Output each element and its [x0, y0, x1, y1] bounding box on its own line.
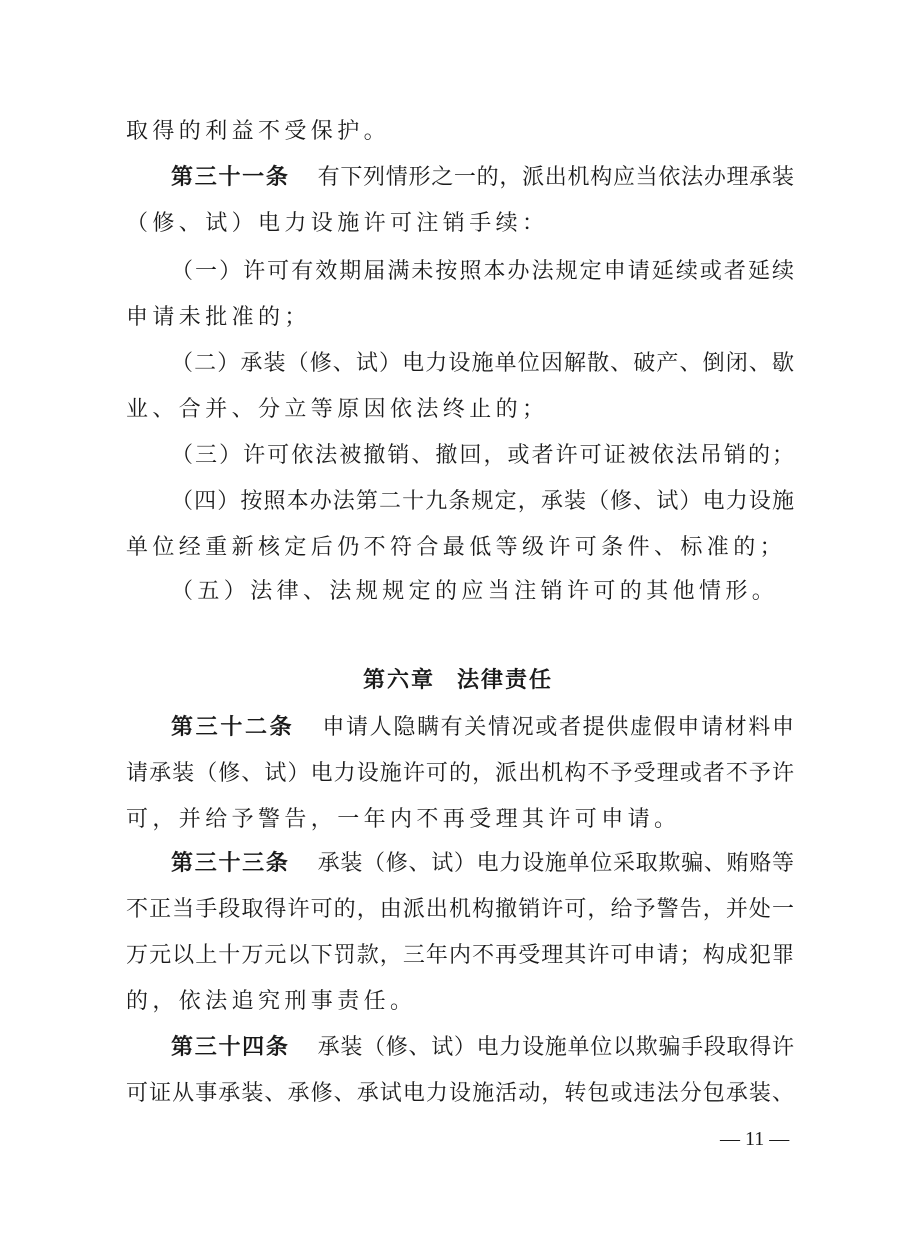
text-line: 的，依法追究刑事责任。	[126, 989, 417, 1014]
article-number: 第三十三条	[171, 851, 290, 876]
text-line: 业、合并、分立等原因依法终止的；	[126, 397, 549, 422]
text-line: （一）许可有效期届满未按照本办法规定申请延续或者延续	[171, 259, 794, 284]
text-line: （三）许可依法被撤销、撤回，或者许可证被依法吊销的；	[171, 443, 794, 468]
text-line: 请承装（修、试）电力设施许可的，派出机构不予受理或者不予许	[126, 761, 794, 786]
chapter-title: 法律责任	[457, 668, 554, 693]
text-line: 申请人隐瞒有关情况或者提供虚假申请材料申	[322, 715, 794, 740]
article-number: 第三十一条	[171, 165, 290, 190]
chapter-number: 第六章	[362, 668, 435, 693]
text-line: 承装（修、试）电力设施单位采取欺骗、贿赂等	[317, 851, 794, 876]
chapter-heading	[0, 666, 916, 696]
text-line: 可证从事承装、承修、承试电力设施活动，转包或违法分包承装、	[126, 1081, 794, 1106]
text-line: 取得的利益不受保护。	[126, 119, 391, 144]
text-line: （二）承装（修、试）电力设施单位因解散、破产、倒闭、歇	[171, 351, 794, 376]
text-line: 承装（修、试）电力设施单位以欺骗手段取得许	[317, 1035, 794, 1060]
text-line: 有下列情形之一的，派出机构应当依法办理承装	[317, 165, 794, 190]
text-line: 申请未批准的；	[126, 305, 311, 330]
text-line: （修、试）电力设施许可注销手续：	[126, 211, 549, 236]
page-number: — 11 —	[720, 1128, 790, 1150]
text-line: 不正当手段取得许可的，由派出机构撤销许可，给予警告，并处一	[126, 897, 794, 922]
article-31-first-line	[171, 163, 794, 193]
article-33-first-line	[171, 849, 794, 879]
article-34-first-line	[171, 1033, 794, 1063]
text-line: （五）法律、法规规定的应当注销许可的其他情形。	[171, 579, 779, 604]
text-line: 万元以上十万元以下罚款，三年内不再受理其许可申请；构成犯罪	[126, 943, 794, 968]
text-line: 可，并给予警告，一年内不再受理其许可申请。	[126, 807, 681, 832]
article-number: 第三十四条	[171, 1035, 290, 1060]
article-32-first-line	[171, 713, 794, 743]
article-number: 第三十二条	[171, 715, 295, 740]
text-line: 单位经重新核定后仍不符合最低等级许可条件、标准的；	[126, 535, 787, 560]
text-line: （四）按照本办法第二十九条规定，承装（修、试）电力设施	[171, 489, 794, 514]
